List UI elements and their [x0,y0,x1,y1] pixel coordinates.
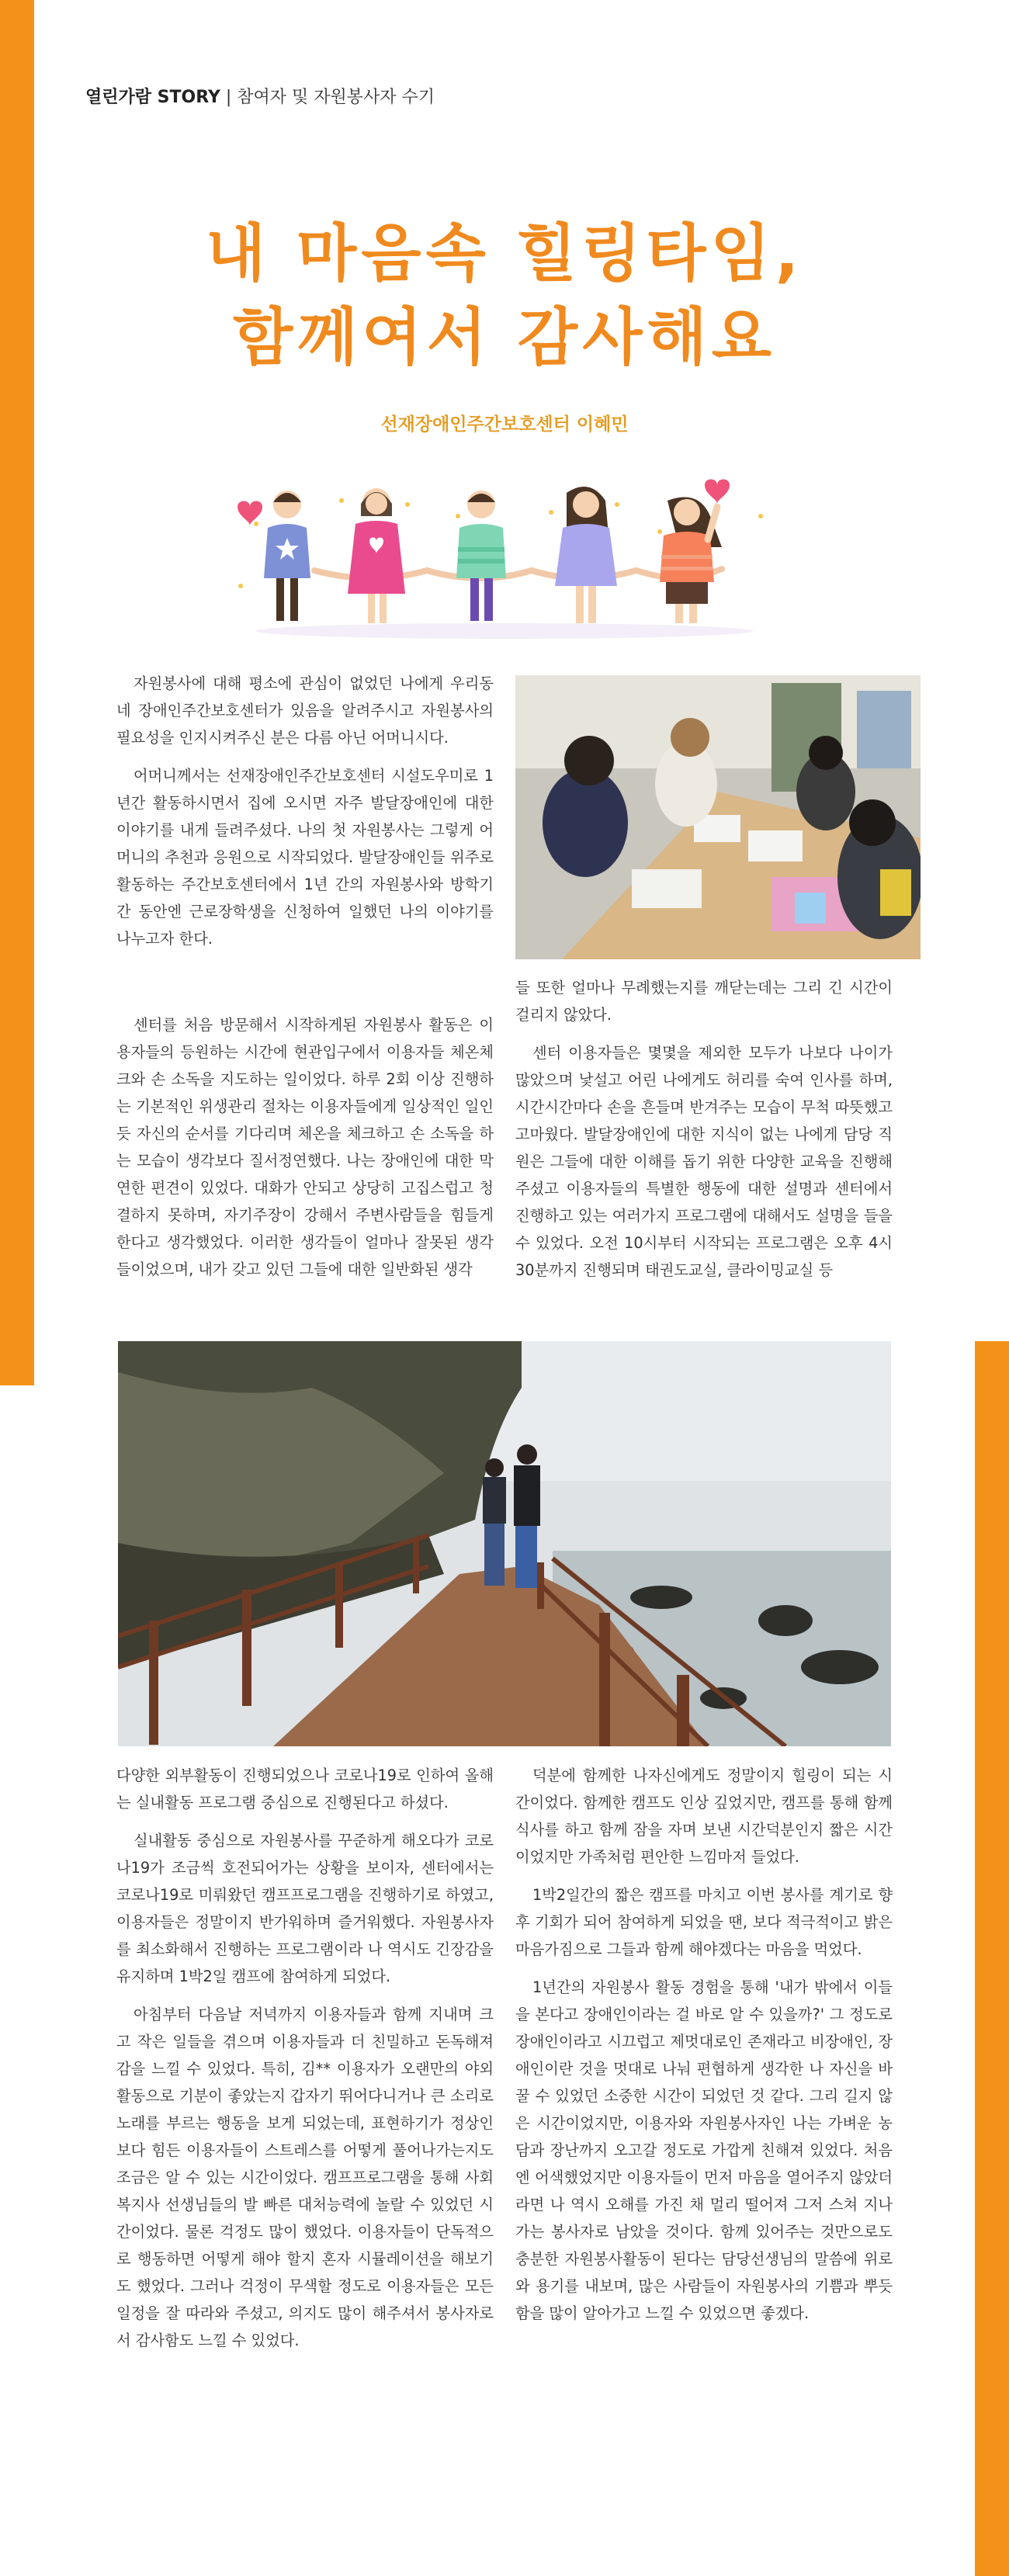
author-byline: 선재장애인주간보호센터 이혜민 [380,414,629,435]
paragraph: 들 또한 얼마나 무례했는지를 깨닫는데는 그리 긴 시간이 걸리지 않았다. [515,979,893,1024]
paragraph: 덕분에 함께한 나자신에게도 정말이지 힐링이 되는 시간이었다. 함께한 캠프도 인상 깊었지만, 캠프를 통해 함께 식사를 하고 함께 잠을 자며 보낸 시간덕분인지 짧은 시간이었지만 가족처럼 편안한 느낌마저 들었다. [515,1766,893,1866]
header-section: 참여자 및 자원봉사자 수기 [237,88,435,107]
people-holding-hands-illustration [225,470,784,644]
person-1 [264,491,310,621]
text-column-2-top [515,974,893,1295]
text-column-2-lower [515,1762,893,2338]
header-brand: 열린가람 STORY [85,88,220,107]
paragraph: 다양한 외부활동이 진행되었으나 코로나19로 인하여 올해는 실내활동 프로그램 중심으로 진행된다고 하셨다. [116,1766,494,1812]
person-5 [660,498,722,624]
text-column-1-bottom [116,1011,494,1294]
seaside-boardwalk-photo [118,1341,891,1746]
person-3 [456,491,506,621]
paragraph: 센터를 처음 방문해서 시작하게된 자원봉사 활동은 이용자들의 등원하는 시간에 현관입구에서 이용자들 체온체크와 손 소독을 지도하는 일이었다. 하루 2회 이상 진행하는 기본적인 위생관리 절차는 이용자들에게 일상적인 일인 듯 자신의 순서를 기다리며 체온을 체크하고 손 소독을 하는 모습이 생각보다 질서정연했다. 나는 장애인에 대한 막연한 편견이 있었다. 대화가 안되고 상당히 고집스럽고 청결하지 못하며, 자기주장이 강해서 주변사람들을 힘들게 한다고 생각했었다. 이러한 생각들이 얼마나 잘못된 생각들이었으며, 내가 갖고 있던 그들에 대한 일반화된 생각 [116,1016,494,1278]
text-column-1-top [116,670,494,963]
title-line-2: 함께여서 감사해요 [232,301,777,373]
paragraph: 어머니께서는 선재장애인주간보호센터 시설도우미로 1년간 활동하시면서 집에 오시면 자주 발달장애인에 대한 이야기를 내게 들려주셨다. 나의 첫 자원봉사는 그렇게 어머니의 추천과 응원으로 시작되었다. 발달장애인들 위주로 활동하는 주간보호센터에서 1년 간의 자원봉사와 방학기간 동안엔 근로장학생을 신청하여 일했던 나의 이야기를 나누고자 한다. [116,767,494,948]
person-2 [348,488,405,623]
volunteer-classroom-photo [515,675,921,959]
paragraph: 1년간의 자원봉사 활동 경험을 통해 '내가 밖에서 이들을 본다고 장애인이라는 걸 바로 알 수 있을까?' 그 정도로 장애인이라고 시끄럽고 제멋대로인 존재라고 비장애인, 장애인이란 것을 멋대로 나눠 편협하게 생각한 나 자신을 바꿀 수 있었던 소중한 시간이 되었던 것 같다. 그리 길지 않은 시간이었지만, 이용자와 자원봉사자인 나는 가벼운 농담과 장난까지 오고갈 정도로 가깝게 친해져 있었다. 처음엔 어색했었지만 이용자들이 먼저 마음을 열어주지 않았더라면 나 역시 오해를 가진 채 멀리 떨어져 그저 스쳐 지나가는 봉사자로 남았을 것이다. 함께 있어주는 것만으로도 충분한 자원봉사활동이 된다는 담당선생님의 말씀에 위로와 용기를 내보며, 많은 사람들이 자원봉사의 기쁨과 뿌듯함을 많이 알아가고 느낄 수 있었으면 좋겠다. [515,1978,893,2322]
header-separator: | [220,88,238,107]
person-4 [555,487,617,623]
paragraph: 아침부터 다음날 저녁까지 이용자들과 함께 지내며 크고 작은 일들을 겪으며 이용자들과 더 친밀하고 돈독해져 감을 느낄 수 있었다. 특히, 김** 이용자가 오랜만의 야외활동으로 기분이 좋았는지 갑자기 뛰어다니거나 큰 소리로 노래를 부르는 행동을 보게 되었는데, 표현하기가 정상인보다 힘든 이용자들이 스트레스를 어떻게 풀어나가는지도 조금은 알 수 있는 시간이었다. 캠프프로그램을 통해 사회복지사 선생님들의 발 빠른 대처능력에 놀랄 수 있었던 시간이었다. 물론 걱정도 많이 했었다. 이용자들이 단독적으로 행동하면 어떻게 해야 할지 혼자 시뮬레이션을 해보기도 했었다. 그러나 걱정이 무색할 정도로 이용자들은 모든 일정을 잘 따라와 주셨고, 의지도 많이 해주셔서 봉사자로서 감사함도 느낄 수 있었다. [116,2006,494,2349]
page-header [85,84,435,108]
text-column-1-lower [116,1762,494,2365]
paragraph: 1박2일간의 짧은 캠프를 마치고 이번 봉사를 계기로 향후 기회가 되어 참여하게 되었을 땐, 보다 적극적이고 밝은 마음가짐으로 그들과 함께 해야겠다는 마음을 먹었다. [515,1886,893,1958]
right-accent-bar [975,1341,1009,2576]
paragraph: 센터 이용자들은 몇몇을 제외한 모두가 나보다 나이가 많았으며 낯설고 어린 나에게도 허리를 숙여 인사를 하며, 시간시간마다 손을 흔들며 반겨주는 모습이 무척 따뜻했고 고마웠다. 발달장애인에 대한 지식이 없는 나에게 담당 직원은 그들에 대한 이해를 돕기 위한 다양한 교육을 진행해주셨고 이용자들의 특별한 행동에 대한 설명과 센터에서 진행하고 있는 여러가지 프로그램에 대해서도 설명을 들을 수 있었다. 오전 10시부터 시작되는 프로그램은 오후 4시30분까지 진행되며 태권도교실, 클라이밍교실 등 [515,1044,893,1279]
paragraph: 실내활동 중심으로 자원봉사를 꾸준하게 해오다가 코로나19가 조금씩 호전되어가는 상황을 보이자, 센터에서는 코로나19로 미뤄왔던 캠프프로그램을 진행하기로 하였고, 이용자들은 정말이지 반가워하며 즐거워했다. 자원봉사자를 최소화해서 진행하는 프로그램이라 나 역시도 긴장감을 유지하며 1박2일 캠프에 참여하게 되었다. [116,1832,494,1985]
paragraph: 자원봉사에 대해 평소에 관심이 없었던 나에게 우리동네 장애인주간보호센터가 있음을 알려주시고 자원봉사의 필요성을 인지시켜주신 분은 다름 아닌 어머니시다. [116,674,494,747]
title-line-1: 내 마음속 힐링타임, [205,217,804,289]
